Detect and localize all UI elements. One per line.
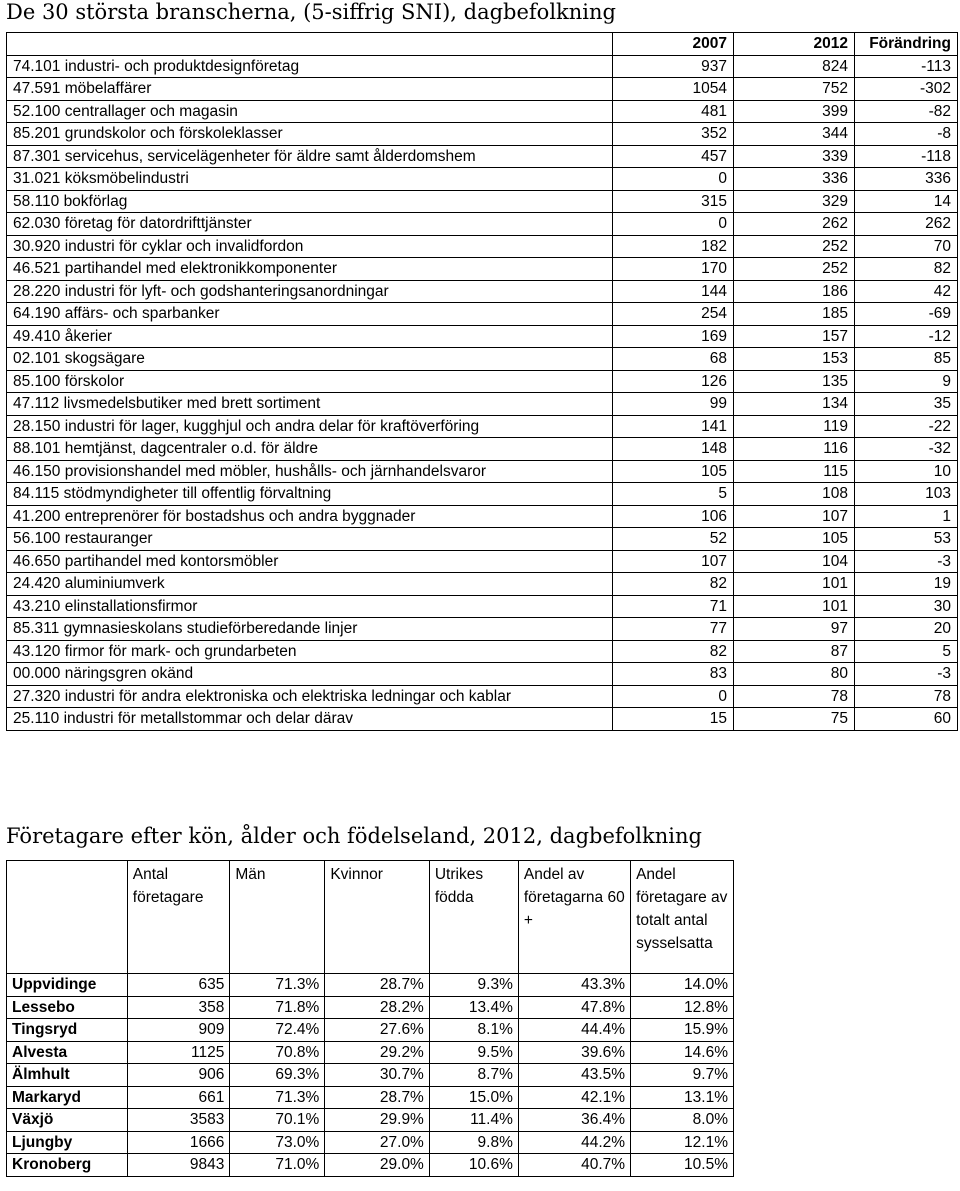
- municipality-cell: Älmhult: [7, 1064, 128, 1087]
- value-cell: 5: [855, 640, 958, 663]
- table-row: [7, 348, 958, 371]
- value-cell: 75: [734, 708, 855, 731]
- value-cell: 35: [855, 393, 958, 416]
- value-cell: 104: [734, 550, 855, 573]
- value-cell: 28.7%: [325, 1086, 430, 1109]
- value-cell: -113: [855, 55, 958, 78]
- value-cell: 141: [613, 415, 734, 438]
- table2-title: Företagare efter kön, ålder och födelseland, 2012, dagbefolkning: [6, 824, 702, 848]
- value-cell: 153: [734, 348, 855, 371]
- table-row: [7, 1086, 734, 1109]
- industries-table: [6, 32, 958, 731]
- table-row: [7, 528, 958, 551]
- industry-name-cell: 27.320 industri för andra elektroniska och elektriska ledningar och kablar: [7, 685, 613, 708]
- industry-name-cell: 02.101 skogsägare: [7, 348, 613, 371]
- value-cell: -69: [855, 303, 958, 326]
- value-cell: 252: [734, 235, 855, 258]
- header-cell: [7, 861, 128, 974]
- value-cell: 78: [734, 685, 855, 708]
- value-cell: 70.8%: [230, 1041, 325, 1064]
- table-row: [7, 280, 958, 303]
- value-cell: 315: [613, 190, 734, 213]
- industry-name-cell: 62.030 företag för datordrifttjänster: [7, 213, 613, 236]
- value-cell: 82: [613, 573, 734, 596]
- value-cell: 99: [613, 393, 734, 416]
- value-cell: 0: [613, 213, 734, 236]
- table-row: [7, 78, 958, 101]
- value-cell: 9.8%: [429, 1131, 518, 1154]
- table-row: [7, 1131, 734, 1154]
- value-cell: 937: [613, 55, 734, 78]
- value-cell: 82: [613, 640, 734, 663]
- value-cell: 106: [613, 505, 734, 528]
- table-row: [7, 1019, 734, 1042]
- value-cell: 170: [613, 258, 734, 281]
- value-cell: 186: [734, 280, 855, 303]
- value-cell: 339: [734, 145, 855, 168]
- value-cell: 42.1%: [518, 1086, 630, 1109]
- value-cell: -22: [855, 415, 958, 438]
- industry-name-cell: 85.100 förskolor: [7, 370, 613, 393]
- header-cell: [7, 33, 613, 56]
- value-cell: 8.1%: [429, 1019, 518, 1042]
- value-cell: 20: [855, 618, 958, 641]
- table-row: [7, 123, 958, 146]
- value-cell: 262: [855, 213, 958, 236]
- value-cell: 457: [613, 145, 734, 168]
- table-row: [7, 325, 958, 348]
- municipality-cell: Alvesta: [7, 1041, 128, 1064]
- table-row: [7, 1041, 734, 1064]
- table-row: [7, 618, 958, 641]
- industry-name-cell: 88.101 hemtjänst, dagcentraler o.d. för äldre: [7, 438, 613, 461]
- value-cell: -3: [855, 550, 958, 573]
- industry-name-cell: 28.220 industri för lyft- och godshanteringsanordningar: [7, 280, 613, 303]
- value-cell: 29.9%: [325, 1109, 430, 1132]
- value-cell: -8: [855, 123, 958, 146]
- industry-name-cell: 43.210 elinstallationsfirmor: [7, 595, 613, 618]
- table-row: [7, 1109, 734, 1132]
- value-cell: -3: [855, 663, 958, 686]
- header-cell: Förändring: [855, 33, 958, 56]
- municipality-cell: Ljungby: [7, 1131, 128, 1154]
- value-cell: 1054: [613, 78, 734, 101]
- value-cell: 30.7%: [325, 1064, 430, 1087]
- industry-name-cell: 56.100 restauranger: [7, 528, 613, 551]
- value-cell: 28.7%: [325, 974, 430, 997]
- value-cell: 13.4%: [429, 996, 518, 1019]
- municipality-cell: Lessebo: [7, 996, 128, 1019]
- value-cell: 358: [127, 996, 230, 1019]
- value-cell: 399: [734, 100, 855, 123]
- table-row: [7, 190, 958, 213]
- value-cell: 661: [127, 1086, 230, 1109]
- table-row: [7, 1154, 734, 1177]
- value-cell: 119: [734, 415, 855, 438]
- table-row: [7, 55, 958, 78]
- value-cell: 148: [613, 438, 734, 461]
- industry-name-cell: 46.150 provisionshandel med möbler, hushålls- och järnhandelsvaror: [7, 460, 613, 483]
- value-cell: 1666: [127, 1131, 230, 1154]
- value-cell: 9843: [127, 1154, 230, 1177]
- value-cell: 824: [734, 55, 855, 78]
- table-row: [7, 550, 958, 573]
- value-cell: 71.0%: [230, 1154, 325, 1177]
- value-cell: 107: [613, 550, 734, 573]
- industry-name-cell: 85.201 grundskolor och förskoleklasser: [7, 123, 613, 146]
- table-row: [7, 595, 958, 618]
- value-cell: 126: [613, 370, 734, 393]
- industry-name-cell: 64.190 affärs- och sparbanker: [7, 303, 613, 326]
- value-cell: 906: [127, 1064, 230, 1087]
- value-cell: 157: [734, 325, 855, 348]
- value-cell: 107: [734, 505, 855, 528]
- value-cell: 71: [613, 595, 734, 618]
- value-cell: 8.7%: [429, 1064, 518, 1087]
- value-cell: 29.0%: [325, 1154, 430, 1177]
- header-cell: 2007: [613, 33, 734, 56]
- value-cell: 11.4%: [429, 1109, 518, 1132]
- value-cell: 5: [613, 483, 734, 506]
- value-cell: 752: [734, 78, 855, 101]
- value-cell: 134: [734, 393, 855, 416]
- industry-name-cell: 30.920 industri för cyklar och invalidfordon: [7, 235, 613, 258]
- value-cell: 13.1%: [631, 1086, 734, 1109]
- value-cell: 71.3%: [230, 974, 325, 997]
- value-cell: 169: [613, 325, 734, 348]
- value-cell: -82: [855, 100, 958, 123]
- value-cell: 70.1%: [230, 1109, 325, 1132]
- municipality-cell: Markaryd: [7, 1086, 128, 1109]
- table-header-row: [7, 33, 958, 56]
- value-cell: 70: [855, 235, 958, 258]
- value-cell: 40.7%: [518, 1154, 630, 1177]
- value-cell: 78: [855, 685, 958, 708]
- industry-name-cell: 47.591 möbelaffärer: [7, 78, 613, 101]
- value-cell: 15.0%: [429, 1086, 518, 1109]
- table-row: [7, 974, 734, 997]
- value-cell: 44.2%: [518, 1131, 630, 1154]
- value-cell: 39.6%: [518, 1041, 630, 1064]
- municipality-cell: Uppvidinge: [7, 974, 128, 997]
- table-row: [7, 996, 734, 1019]
- value-cell: 77: [613, 618, 734, 641]
- value-cell: 635: [127, 974, 230, 997]
- table-row: [7, 415, 958, 438]
- industry-name-cell: 24.420 aluminiumverk: [7, 573, 613, 596]
- value-cell: 97: [734, 618, 855, 641]
- value-cell: 101: [734, 573, 855, 596]
- industry-name-cell: 47.112 livsmedelsbutiker med brett sortiment: [7, 393, 613, 416]
- value-cell: 9.3%: [429, 974, 518, 997]
- industry-name-cell: 74.101 industri- och produktdesignföretag: [7, 55, 613, 78]
- industry-name-cell: 87.301 servicehus, servicelägenheter för äldre samt ålderdomshem: [7, 145, 613, 168]
- value-cell: 108: [734, 483, 855, 506]
- header-cell: Män: [230, 861, 325, 974]
- value-cell: -32: [855, 438, 958, 461]
- table-row: [7, 168, 958, 191]
- table-row: [7, 145, 958, 168]
- entrepreneurs-table: [6, 860, 734, 1177]
- value-cell: -118: [855, 145, 958, 168]
- table-row: [7, 708, 958, 731]
- value-cell: -12: [855, 325, 958, 348]
- municipality-cell: Tingsryd: [7, 1019, 128, 1042]
- value-cell: 262: [734, 213, 855, 236]
- value-cell: 1: [855, 505, 958, 528]
- header-cell: Antal företagare: [127, 861, 230, 974]
- value-cell: 352: [613, 123, 734, 146]
- value-cell: 336: [734, 168, 855, 191]
- table-row: [7, 370, 958, 393]
- table-row: [7, 393, 958, 416]
- value-cell: 53: [855, 528, 958, 551]
- value-cell: 73.0%: [230, 1131, 325, 1154]
- value-cell: 30: [855, 595, 958, 618]
- industry-name-cell: 46.521 partihandel med elektronikkomponenter: [7, 258, 613, 281]
- value-cell: 14.6%: [631, 1041, 734, 1064]
- value-cell: 9: [855, 370, 958, 393]
- table-header-row: [7, 861, 734, 974]
- value-cell: 83: [613, 663, 734, 686]
- table-row: [7, 438, 958, 461]
- value-cell: 0: [613, 168, 734, 191]
- value-cell: 336: [855, 168, 958, 191]
- value-cell: 71.8%: [230, 996, 325, 1019]
- industry-name-cell: 52.100 centrallager och magasin: [7, 100, 613, 123]
- value-cell: 909: [127, 1019, 230, 1042]
- value-cell: 14: [855, 190, 958, 213]
- value-cell: 101: [734, 595, 855, 618]
- value-cell: 182: [613, 235, 734, 258]
- header-cell: Andel företagare av totalt antal sysselsatta: [631, 861, 734, 974]
- value-cell: 27.0%: [325, 1131, 430, 1154]
- value-cell: 144: [613, 280, 734, 303]
- value-cell: 44.4%: [518, 1019, 630, 1042]
- table-row: [7, 303, 958, 326]
- value-cell: 9.5%: [429, 1041, 518, 1064]
- value-cell: 52: [613, 528, 734, 551]
- header-cell: Kvinnor: [325, 861, 430, 974]
- municipality-cell: Kronoberg: [7, 1154, 128, 1177]
- value-cell: 43.5%: [518, 1064, 630, 1087]
- industry-name-cell: 00.000 näringsgren okänd: [7, 663, 613, 686]
- value-cell: 252: [734, 258, 855, 281]
- value-cell: 43.3%: [518, 974, 630, 997]
- table-row: [7, 100, 958, 123]
- header-cell: Utrikes födda: [429, 861, 518, 974]
- value-cell: 103: [855, 483, 958, 506]
- table-row: [7, 640, 958, 663]
- industry-name-cell: 31.021 köksmöbelindustri: [7, 168, 613, 191]
- value-cell: 82: [855, 258, 958, 281]
- value-cell: 69.3%: [230, 1064, 325, 1087]
- value-cell: 3583: [127, 1109, 230, 1132]
- industry-name-cell: 41.200 entreprenörer för bostadshus och andra byggnader: [7, 505, 613, 528]
- industry-name-cell: 28.150 industri för lager, kugghjul och andra delar för kraftöverföring: [7, 415, 613, 438]
- value-cell: 344: [734, 123, 855, 146]
- value-cell: 72.4%: [230, 1019, 325, 1042]
- value-cell: 115: [734, 460, 855, 483]
- value-cell: 10.5%: [631, 1154, 734, 1177]
- value-cell: 71.3%: [230, 1086, 325, 1109]
- value-cell: 135: [734, 370, 855, 393]
- industry-name-cell: 85.311 gymnasieskolans studieförberedande linjer: [7, 618, 613, 641]
- value-cell: 47.8%: [518, 996, 630, 1019]
- value-cell: 87: [734, 640, 855, 663]
- table-row: [7, 258, 958, 281]
- table-row: [7, 1064, 734, 1087]
- value-cell: 329: [734, 190, 855, 213]
- industry-name-cell: 58.110 bokförlag: [7, 190, 613, 213]
- value-cell: 116: [734, 438, 855, 461]
- value-cell: 29.2%: [325, 1041, 430, 1064]
- table-row: [7, 573, 958, 596]
- industry-name-cell: 49.410 åkerier: [7, 325, 613, 348]
- industry-name-cell: 25.110 industri för metallstommar och delar därav: [7, 708, 613, 731]
- value-cell: 185: [734, 303, 855, 326]
- table1-title: De 30 största branscherna, (5-siffrig SNI), dagbefolkning: [6, 0, 616, 24]
- table-row: [7, 213, 958, 236]
- value-cell: 27.6%: [325, 1019, 430, 1042]
- value-cell: 0: [613, 685, 734, 708]
- value-cell: 14.0%: [631, 974, 734, 997]
- value-cell: 12.8%: [631, 996, 734, 1019]
- value-cell: 42: [855, 280, 958, 303]
- value-cell: 254: [613, 303, 734, 326]
- value-cell: 36.4%: [518, 1109, 630, 1132]
- value-cell: 28.2%: [325, 996, 430, 1019]
- industry-name-cell: 84.115 stödmyndigheter till offentlig förvaltning: [7, 483, 613, 506]
- table-row: [7, 460, 958, 483]
- industry-name-cell: 46.650 partihandel med kontorsmöbler: [7, 550, 613, 573]
- table-row: [7, 235, 958, 258]
- municipality-cell: Växjö: [7, 1109, 128, 1132]
- table-row: [7, 685, 958, 708]
- header-cell: 2012: [734, 33, 855, 56]
- value-cell: 9.7%: [631, 1064, 734, 1087]
- value-cell: 15: [613, 708, 734, 731]
- value-cell: -302: [855, 78, 958, 101]
- header-cell: Andel av företagarna 60 +: [518, 861, 630, 974]
- value-cell: 105: [734, 528, 855, 551]
- value-cell: 10: [855, 460, 958, 483]
- industry-name-cell: 43.120 firmor för mark- och grundarbeten: [7, 640, 613, 663]
- value-cell: 80: [734, 663, 855, 686]
- table-row: [7, 505, 958, 528]
- table-row: [7, 663, 958, 686]
- value-cell: 68: [613, 348, 734, 371]
- value-cell: 19: [855, 573, 958, 596]
- table-row: [7, 483, 958, 506]
- value-cell: 10.6%: [429, 1154, 518, 1177]
- value-cell: 8.0%: [631, 1109, 734, 1132]
- value-cell: 12.1%: [631, 1131, 734, 1154]
- value-cell: 105: [613, 460, 734, 483]
- value-cell: 85: [855, 348, 958, 371]
- value-cell: 1125: [127, 1041, 230, 1064]
- value-cell: 15.9%: [631, 1019, 734, 1042]
- value-cell: 481: [613, 100, 734, 123]
- value-cell: 60: [855, 708, 958, 731]
